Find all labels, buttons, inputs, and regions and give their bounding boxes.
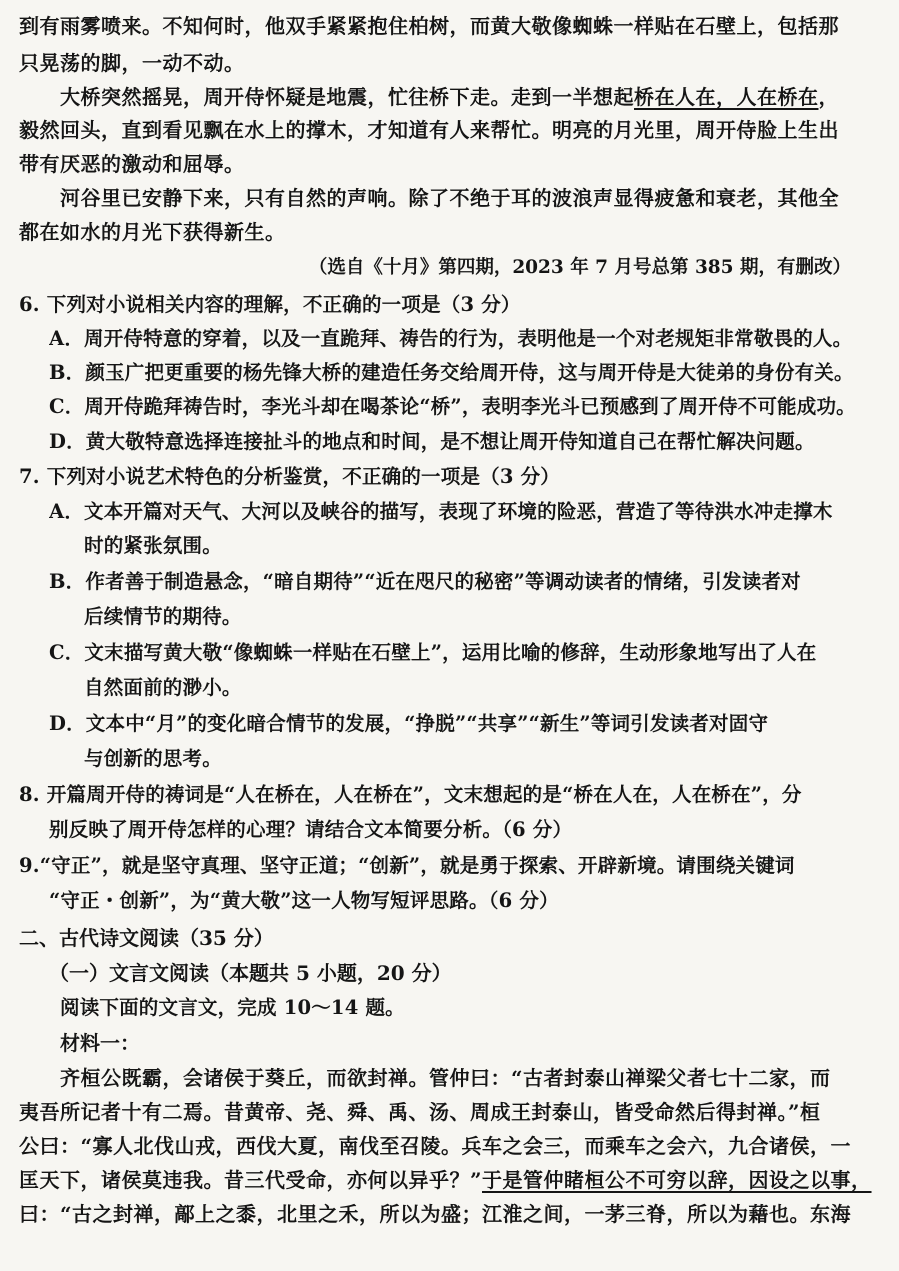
classical-line5: 曰：“古之封禅，鄗上之黍，北里之禾，所以为盛；江淮之间，一茅三脊，所以为藉也。东海	[19, 1202, 852, 1226]
story-p1-line1: 到有雨雾喷来。不知何时，他双手紧紧抱住柏树，而黄大敬像蜘蛛一样贴在石壁上，包括那	[19, 14, 839, 38]
classical-line4-text: 匡天下，诸侯莫违我。昔三代受命，亦何以异乎？”	[19, 1168, 483, 1192]
q7-option-b-line2: 后续情节的期待。	[84, 605, 242, 628]
q9-line1: 9.“守正”，就是坚守真理、坚守正道；“创新”，就是勇于探索、开辟新境。请围绕关键词	[19, 854, 795, 877]
underlined-phrase: 桥在人在，人在桥在	[634, 85, 819, 109]
story-p2-text: 大桥突然摇晃，周开侍怀疑是地震，忙往桥下走。走到一半想起	[60, 85, 634, 109]
q6-option-b: B．颜玉广把更重要的杨先锋大桥的建造任务交给周开侍，这与周开侍是大徒弟的身份有关。	[49, 361, 854, 384]
material-label: 材料一：	[60, 1031, 140, 1055]
classical-line1: 齐桓公既霸，会诸侯于葵丘，而欲封禅。管仲曰：“古者封泰山禅梁父者七十二家，而	[60, 1066, 831, 1090]
section2-subtitle: （一）文言文阅读（本题共 5 小题，20 分）	[49, 961, 452, 985]
classical-line4	[19, 1164, 899, 1193]
q6-stem: 6. 下列对小说相关内容的理解，不正确的一项是（3 分）	[19, 293, 521, 316]
story-p3-line2: 都在如水的月光下获得新生。	[19, 220, 286, 244]
section2-instruction: 阅读下面的文言文，完成 10～14 题。	[60, 996, 405, 1019]
q9-line2: “守正・创新”，为“黄大敬”这一人物写短评思路。（6 分）	[49, 889, 559, 912]
q7-option-a-line1: A．文本开篇对天气、大河以及峡谷的描写，表现了环境的险恶，营造了等待洪水冲走撑木	[49, 500, 833, 523]
q8-line2: 别反映了周开侍怎样的心理？请结合文本简要分析。（6 分）	[49, 818, 573, 841]
story-p2-line2: 毅然回头，直到看见飘在水上的撑木，才知道有人来帮忙。明亮的月光里，周开侍脸上生出	[19, 118, 839, 142]
q6-option-d: D．黄大敬特意选择连接扯斗的地点和时间，是不想让周开侍知道自己在帮忙解决问题。	[49, 430, 815, 453]
section2-title: 二、古代诗文阅读（35 分）	[19, 926, 274, 950]
story-source: （选自《十月》第四期，2023 年 7 月号总第 385 期，有删改）	[308, 257, 851, 278]
story-p3-line1: 河谷里已安静下来，只有自然的声响。除了不绝于耳的波浪声显得疲惫和衰老，其他全	[60, 186, 839, 210]
q7-stem: 7. 下列对小说艺术特色的分析鉴赏，不正确的一项是（3 分）	[19, 465, 561, 488]
q7-option-b-line1: B．作者善于制造悬念，“暗自期待”“近在咫尺的秘密”等调动读者的情绪，引发读者对	[49, 570, 801, 593]
story-p2-line1	[60, 81, 899, 110]
q7-option-c-line1: C．文末描写黄大敬“像蜘蛛一样贴在石壁上”，运用比喻的修辞，生动形象地写出了人在	[49, 641, 817, 664]
underlined-sentence: 于是管仲睹桓公不可穷以辞，因设之以事，	[482, 1168, 872, 1192]
q7-option-c-line2: 自然面前的渺小。	[84, 676, 242, 699]
q7-option-d-line2: 与创新的思考。	[84, 747, 222, 770]
story-p2-punct: ，	[818, 85, 839, 109]
q8-line1: 8. 开篇周开侍的祷词是“人在桥在，人在桥在”，文末想起的是“桥在人在，人在桥在”，分	[19, 783, 802, 806]
q6-option-c: C．周开侍跪拜祷告时，李光斗却在喝茶论“桥”，表明李光斗已预感到了周开侍不可能成功。	[49, 395, 856, 418]
q7-option-a-line2: 时的紧张氛围。	[84, 534, 222, 557]
classical-line3: 公曰：“寡人北伐山戎，西伐大夏，南伐至召陵。兵车之会三，而乘车之会六，九合诸侯，一	[19, 1134, 852, 1158]
q7-option-d-line1: D．文本中“月”的变化暗合情节的发展，“挣脱”“共享”“新生”等词引发读者对固守	[49, 712, 769, 735]
story-p2-line3: 带有厌恶的激动和屈辱。	[19, 152, 245, 176]
story-p1-line2: 只晃荡的脚，一动不动。	[19, 51, 245, 75]
classical-line2: 夷吾所记者十有二焉。昔黄帝、尧、舜、禹、汤、周成王封泰山，皆受命然后得封禅。”桓	[19, 1100, 821, 1124]
q6-option-a: A．周开侍特意的穿着，以及一直跪拜、祷告的行为，表明他是一个对老规矩非常敬畏的人。	[49, 327, 853, 350]
